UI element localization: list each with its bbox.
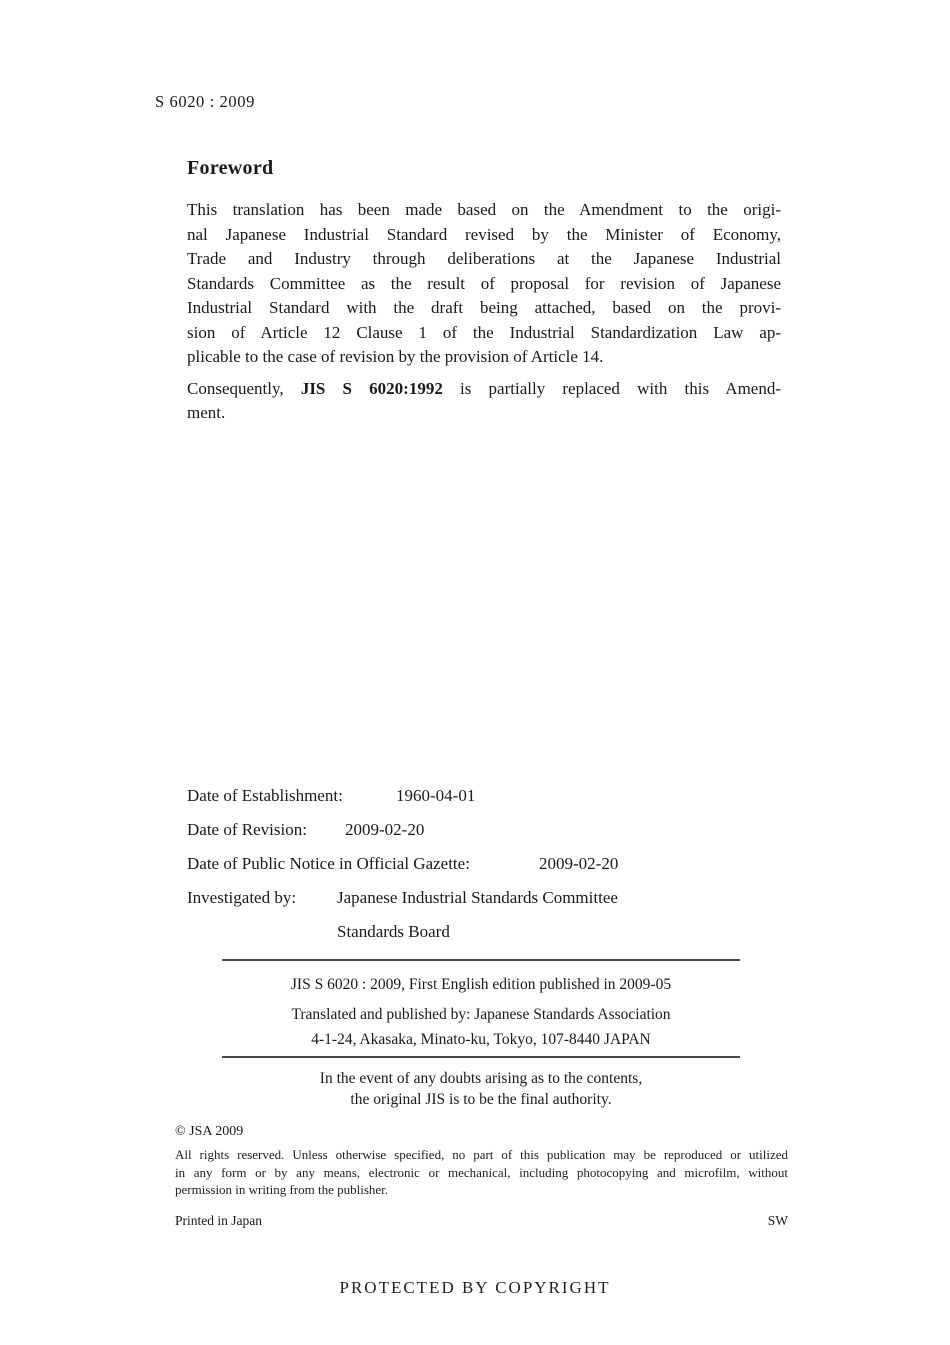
foreword-section <box>187 157 781 426</box>
edition-box <box>222 959 740 1058</box>
printed-row <box>175 1213 788 1229</box>
disclaimer-line-1: In the event of any doubts arising as to the contents, <box>319 1070 643 1087</box>
paragraph-line: Trade and Industry through deliberations at the Japanese Industrial <box>187 249 781 268</box>
date-row <box>187 779 807 813</box>
paragraph-line: Standards Committee as the result of proposal for revision of Japanese <box>187 273 781 293</box>
paragraph-line: ment. <box>187 403 226 422</box>
date-value: Japanese Industrial Standards Committee <box>337 888 618 907</box>
foreword-paragraph-2 <box>187 377 781 426</box>
edition-code: SW <box>767 1212 788 1228</box>
date-value: 2009-02-20 <box>539 854 619 873</box>
paragraph-line: This translation has been made based on the Amendment to the origi- <box>187 200 781 219</box>
rights-line: All rights reserved. Unless otherwise specified, no part of this publication may be reproduced or utilized <box>175 1147 788 1162</box>
foreword-heading: Foreword <box>187 157 274 179</box>
edition-line-2: Translated and published by: Japanese Standards Association <box>291 1006 671 1023</box>
paragraph-text: Consequently, <box>187 378 301 398</box>
horizontal-rule-top <box>222 959 740 961</box>
paragraph-line: sion of Article 12 Clause 1 of the Industrial Standardization Law ap- <box>187 322 781 342</box>
date-row <box>187 847 807 881</box>
date-label: Date of Public Notice in Official Gazette: <box>187 854 470 873</box>
paragraph-line: plicable to the case of revision by the provision of Article 14. <box>187 347 604 366</box>
printed-in-japan-label: Printed in Japan <box>175 1212 262 1228</box>
horizontal-rule-bottom <box>222 1056 740 1058</box>
rights-statement <box>175 1146 788 1199</box>
publication-dates-block <box>187 779 807 949</box>
edition-line-3: 4-1-24, Akasaka, Minato-ku, Tokyo, 107-8440 JAPAN <box>311 1031 651 1048</box>
date-row <box>187 881 807 915</box>
edition-line-1: JIS S 6020 : 2009, First English edition published in 2009-05 <box>290 976 672 993</box>
rights-line: permission in writing from the publisher. <box>175 1182 389 1197</box>
date-value: 2009-02-20 <box>345 820 425 839</box>
paragraph-text: is partially replaced with this Amend- <box>442 378 782 398</box>
standard-designation: S 6020 : 2009 <box>155 92 255 111</box>
paragraph-line: Industrial Standard with the draft being attached, based on the provi- <box>187 298 781 317</box>
rights-line: in any form or by any means, electronic or mechanical, including photocopying and microfilm, without <box>175 1164 788 1180</box>
disclaimer-block <box>222 1068 740 1110</box>
foreword-paragraph-1 <box>187 198 781 370</box>
standards-board-line: Standards Board <box>337 922 450 941</box>
copyright-block <box>175 1124 788 1229</box>
protected-by-copyright-stamp: PROTECTED BY COPYRIGHT <box>339 1278 611 1297</box>
paragraph-line <box>187 377 781 402</box>
date-value: 1960-04-01 <box>396 786 476 805</box>
paragraph-line: nal Japanese Industrial Standard revised by the Minister of Economy, <box>187 224 781 244</box>
jis-designation-bold: JIS S 6020:1992 <box>300 378 443 398</box>
date-label: Date of Establishment: <box>187 786 343 805</box>
copyright-notice: © JSA 2009 <box>175 1124 244 1139</box>
date-row <box>187 813 807 847</box>
date-label: Date of Revision: <box>187 820 307 839</box>
disclaimer-line-2: the original JIS is to be the final authority. <box>350 1091 612 1108</box>
date-label: Investigated by: <box>187 888 297 907</box>
